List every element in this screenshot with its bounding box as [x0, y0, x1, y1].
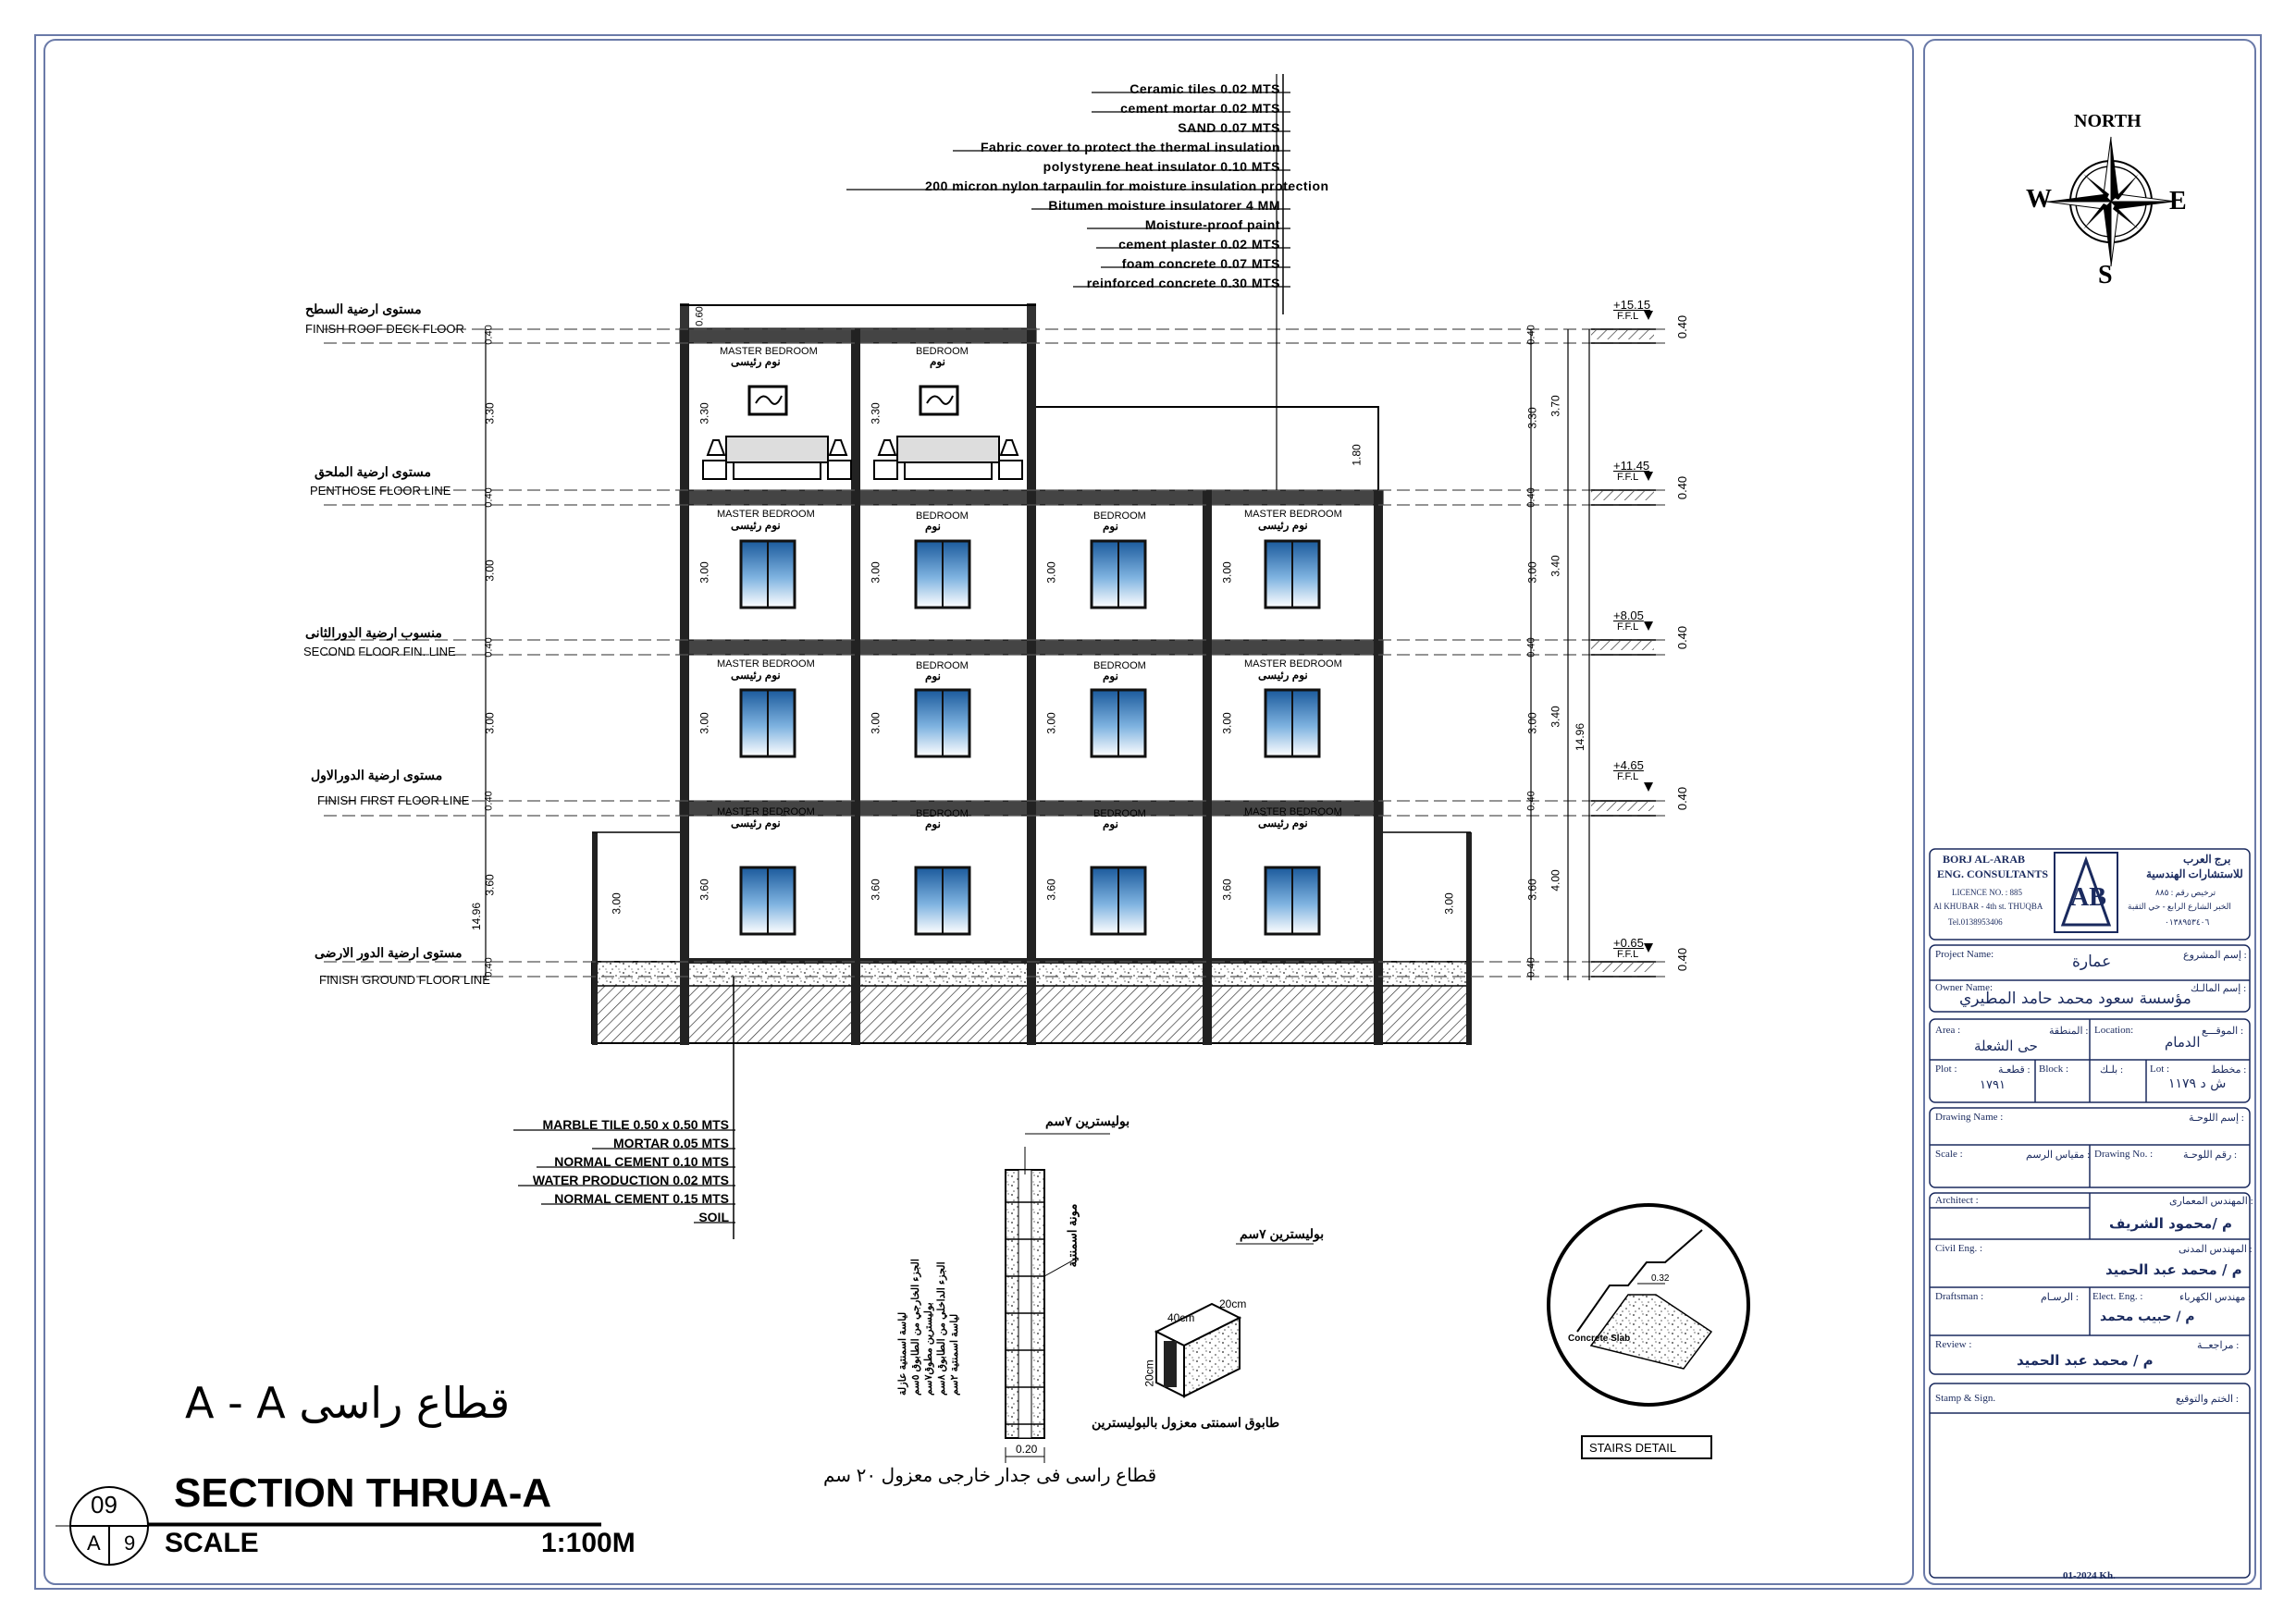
- room-label-en: MASTER BEDROOM: [717, 806, 815, 818]
- room-label-en: MASTER BEDROOM: [1244, 806, 1342, 818]
- dim-text: 3.30: [869, 402, 883, 424]
- level-en: FINISH GROUND FLOOR LINE: [319, 973, 490, 987]
- wall-detail-inner-label: مونة اسمنتية: [1065, 1203, 1080, 1268]
- sheet-ref-b: 9: [124, 1531, 136, 1555]
- dim-text: 0.60: [694, 306, 706, 326]
- dim-text: 3.70: [1549, 395, 1562, 417]
- dim-text: 0.40: [483, 637, 495, 658]
- scale-label-tb-ar: مقياس الرسم :: [2026, 1150, 2091, 1161]
- elect-label-ar: مهندس الكهرباء :: [2179, 1292, 2252, 1303]
- wall-layer: الجزء الداخلي من الطابوق ٨سم: [935, 1261, 947, 1396]
- compass-w: W: [2026, 185, 2052, 214]
- plot-label: Plot :: [1935, 1064, 1957, 1075]
- dim-text: 3.00: [697, 712, 711, 734]
- room-label-ar: نوم رئيسى: [1258, 669, 1308, 682]
- block-top-label: بوليسترين ٧سم: [1240, 1226, 1325, 1241]
- dim-text: 3.60: [483, 874, 497, 896]
- dim-text: 0.40: [1525, 487, 1537, 508]
- dim-text: 3.00: [483, 559, 497, 582]
- wall-layer: الجزء الخارجي من الطابوق ٥سم: [909, 1259, 921, 1396]
- block-dim: 40cm: [1167, 1311, 1195, 1324]
- room-label-ar: نوم: [1103, 818, 1118, 830]
- elect-value: م / حبيب محمد: [2100, 1309, 2195, 1324]
- dim-text: 0.40: [1525, 791, 1537, 811]
- dim-text: 3.00: [610, 892, 623, 915]
- roof-layer: Bitumen moisture insulatorer 4 MM: [1048, 198, 1280, 213]
- roof-layer: 200 micron nylon tarpaulin for moisture insulation protection: [925, 178, 1329, 193]
- roof-layer: cement plaster 0.02 MTS: [1118, 237, 1280, 252]
- slab-dim: 0.40: [1675, 786, 1690, 811]
- owner-value: مؤسسة سعود محمد حامد المطيري: [1959, 990, 2191, 1008]
- draftsman-label-ar: الرسـام :: [2041, 1292, 2079, 1303]
- location-label: Location:: [2094, 1025, 2134, 1036]
- dim-text: 0.40: [483, 325, 495, 345]
- section-title: SECTION THRUA-A: [174, 1470, 552, 1516]
- room-label-en: MASTER BEDROOM: [720, 346, 818, 357]
- room-label-ar: نوم رئيسى: [731, 355, 781, 368]
- roof-layer: cement mortar 0.02 MTS: [1120, 101, 1280, 116]
- room-label-en: MASTER BEDROOM: [717, 509, 815, 520]
- level-ar: مستوى ارضية الدور الارضى: [315, 945, 463, 960]
- room-label-ar: نوم رئيسى: [731, 817, 781, 830]
- room-label-en: MASTER BEDROOM: [1244, 658, 1342, 670]
- lot-label: Lot :: [2150, 1064, 2170, 1075]
- room-label-ar: نوم: [1103, 520, 1118, 533]
- dim-text: 3.00: [1044, 712, 1058, 734]
- draftsman-label: Draftsman :: [1935, 1291, 1984, 1302]
- roof-layer: polystyrene heat insulator 0.10 MTS: [1043, 159, 1280, 174]
- plot-label-ar: قطعـة :: [1998, 1064, 2031, 1076]
- stairs-dim: 0.32: [1651, 1273, 1670, 1284]
- dim-text: 3.00: [697, 561, 711, 584]
- ffl-label: F.F.L: [1617, 311, 1639, 322]
- room-label-ar: نوم: [925, 520, 941, 533]
- drawing-name-label: Drawing Name :: [1935, 1112, 2004, 1123]
- dim-text: 1.80: [1350, 444, 1364, 466]
- review-label-ar: مراجعــة :: [2197, 1340, 2240, 1351]
- level-value: +0.65: [1613, 936, 1644, 950]
- dim-text: 3.00: [1525, 712, 1539, 734]
- scale-label: SCALE: [165, 1528, 259, 1558]
- room-label-ar: نوم: [930, 355, 945, 368]
- company-address-ar: الخبر الشارع الرابع - حي الثقبة: [2128, 902, 2231, 911]
- level-ar: منسوب ارضية الدورالثانى: [305, 625, 442, 640]
- company-en-1: BORJ AL-ARAB: [1943, 853, 2026, 866]
- architect-value: م /محمود الشريف: [2109, 1215, 2233, 1232]
- roof-layer: Fabric cover to protect the thermal insulation: [980, 140, 1280, 154]
- slab-dim: 0.40: [1675, 947, 1690, 972]
- dim-text: 3.00: [869, 561, 883, 584]
- block-dim: 20cm: [1219, 1297, 1247, 1310]
- plot-value: ١٧٩١: [1980, 1078, 2006, 1092]
- ffl-label: F.F.L: [1617, 472, 1639, 483]
- level-value: +8.05: [1613, 609, 1644, 622]
- dim-text: 3.60: [697, 879, 711, 901]
- wall-detail-caption: قطاع راسى فى جدار خارجى معزول ٢٠ سم: [823, 1466, 1157, 1486]
- room-label-en: BEDROOM: [1093, 808, 1146, 819]
- level-arrows: [1644, 311, 1653, 953]
- project-name-label-ar: إسم المشروع :: [2183, 950, 2247, 961]
- slab-dim: 0.40: [1675, 625, 1690, 650]
- north-arrow: [2046, 137, 2176, 266]
- company-ar-2: للاستشارات الهندسية: [2146, 867, 2243, 880]
- floor-layers-list: [481, 1115, 729, 1226]
- level-value: +4.65: [1613, 758, 1644, 772]
- company-logo-text: AB: [2070, 883, 2106, 912]
- review-label: Review :: [1935, 1339, 1972, 1350]
- room-label-ar: نوم رئيسى: [731, 519, 781, 532]
- dim-text: 3.60: [1044, 879, 1058, 901]
- area-value: حى الشعلة: [1974, 1038, 2038, 1054]
- dim-text: 3.00: [1442, 892, 1456, 915]
- scale-value: 1:100M: [541, 1528, 636, 1558]
- level-ar: مستوى ارضية السطح: [305, 301, 422, 316]
- room-label-en: BEDROOM: [916, 346, 969, 357]
- room-label-ar: نوم رئيسى: [1258, 519, 1308, 532]
- dim-text: 3.40: [1549, 706, 1562, 728]
- company-tel-ar: ٠١٣٨٩٥٣٤٠٦: [2165, 917, 2210, 927]
- sheet-number: 09: [91, 1491, 117, 1518]
- dim-text: 0.40: [483, 791, 495, 811]
- dim-text: 0.40: [1525, 637, 1537, 658]
- wall-left: [680, 328, 689, 1045]
- dim-text: 3.00: [483, 712, 497, 734]
- level-en: SECOND FLOOR FIN. LINE: [303, 645, 456, 658]
- wall-col-2: [851, 328, 860, 1045]
- level-value: +15.15: [1613, 298, 1651, 312]
- stairs-detail: [1549, 1205, 1748, 1458]
- stamp-label: Stamp & Sign.: [1935, 1393, 1996, 1404]
- level-en: PENTHOSE FLOOR LINE: [310, 484, 451, 498]
- wall-col-3: [1027, 328, 1036, 1045]
- level-en: FINISH ROOF DECK FLOOR: [305, 322, 464, 336]
- room-label-en: BEDROOM: [916, 808, 969, 819]
- wall-detail-top-label: بوليسترين ٧سم: [1045, 1113, 1130, 1128]
- room-label-ar: نوم رئيسى: [731, 669, 781, 682]
- project-name-label: Project Name:: [1935, 949, 1994, 960]
- room-label-ar: نوم: [1103, 670, 1118, 682]
- architect-label-ar: المهندس المعمارى :: [2169, 1196, 2253, 1207]
- drawing-no-label: Drawing No. :: [2094, 1149, 2154, 1160]
- slab-dim: 0.40: [1675, 475, 1690, 500]
- room-label-en: MASTER BEDROOM: [1244, 509, 1342, 520]
- slab-dim: 0.40: [1675, 314, 1690, 339]
- company-licence: LICENCE NO. : 885: [1952, 888, 2022, 897]
- project-name-value: عمارة: [2072, 953, 2112, 971]
- lot-label-ar: مخطط :: [2211, 1064, 2247, 1076]
- area-label: Area :: [1935, 1025, 1961, 1036]
- dim-text: 3.60: [1525, 879, 1539, 901]
- parapet-right: [1027, 303, 1036, 331]
- elect-label: Elect. Eng. :: [2092, 1291, 2143, 1302]
- company-address: Al KHUBAR - 4th st. THUQBA: [1933, 902, 2043, 911]
- company-licence-ar: ترخيص رقم : ٨٨٥: [2155, 888, 2216, 897]
- civil-label-ar: المهندس المدنى :: [2179, 1244, 2253, 1255]
- wall-thickness-dim: 0.20: [1016, 1443, 1038, 1456]
- parapet-left: [680, 303, 689, 331]
- wall-detail: [1006, 1134, 1314, 1463]
- date-code: 01-2024 Kh.: [2063, 1570, 2116, 1581]
- area-label-ar: المنطقة :: [2049, 1026, 2089, 1037]
- level-ar: مستوى ارضية الملحق: [315, 464, 432, 479]
- dim-text-total: 14.96: [470, 902, 484, 931]
- owner-label-ar: إسم المالـك :: [2191, 983, 2247, 994]
- room-label-ar: نوم رئيسى: [1258, 817, 1308, 830]
- stairs-slab-label: Concrete Slab: [1568, 1334, 1631, 1344]
- room-label-en: BEDROOM: [916, 660, 969, 671]
- floor-layer: NORMAL CEMENT 0.15 MTS: [554, 1191, 729, 1206]
- compass-s: S: [2098, 261, 2113, 289]
- section-title-ar: قطاع راسى A - A: [185, 1378, 511, 1428]
- dim-text: 3.00: [1525, 561, 1539, 584]
- dim-text: 3.30: [1525, 407, 1539, 429]
- wall-detail-layers: [896, 1259, 961, 1396]
- roof-layer: Ceramic tiles 0.02 MTS: [1129, 81, 1280, 96]
- room-label-ar: نوم: [925, 670, 941, 682]
- company-tel: Tel.0138953406: [1948, 917, 2003, 927]
- dim-text: 3.60: [1220, 879, 1234, 901]
- room-label-en: BEDROOM: [916, 510, 969, 522]
- scale-label-tb: Scale :: [1935, 1149, 1963, 1160]
- dim-text: 3.00: [1220, 712, 1234, 734]
- dim-text: 0.40: [1525, 957, 1537, 977]
- dim-text: 3.60: [869, 879, 883, 901]
- wall-layer: لياسة اسمنتية ٢سم: [948, 1313, 960, 1396]
- civil-label: Civil Eng. :: [1935, 1243, 1983, 1254]
- ffl-label: F.F.L: [1617, 949, 1639, 960]
- ffl-label: F.F.L: [1617, 621, 1639, 633]
- ffl-label: F.F.L: [1617, 771, 1639, 782]
- block-label-ar: بلـك :: [2100, 1064, 2124, 1076]
- compass-e: E: [2169, 187, 2187, 215]
- floor-layer: SOIL: [698, 1210, 729, 1224]
- room-label-en: BEDROOM: [1093, 510, 1146, 522]
- dim-text: 0.40: [483, 487, 495, 508]
- drawing-no-label-ar: رقم اللوحـة :: [2183, 1150, 2238, 1161]
- owner-label: Owner Name:: [1935, 982, 1994, 993]
- floor-layer: WATER PRODUCTION 0.02 MTS: [532, 1173, 729, 1187]
- dim-text: 3.00: [1044, 561, 1058, 584]
- sheet-ref-a: A: [87, 1531, 101, 1555]
- stamp-label-ar: الختم والتوقيع :: [2176, 1394, 2239, 1405]
- level-ar: مستوى ارضية الدورالاول: [311, 768, 443, 782]
- level-value: +11.45: [1613, 459, 1650, 473]
- wall-layer: لياسة اسمنتية عازلة: [896, 1311, 908, 1396]
- side-wall-right: [1466, 832, 1472, 1045]
- location-value: الدمام: [2165, 1034, 2201, 1051]
- north-label: NORTH: [2074, 111, 2142, 131]
- location-label-ar: الموقـــع :: [2202, 1026, 2244, 1037]
- penthouse-furniture: [703, 387, 1022, 479]
- dim-text: 4.00: [1549, 869, 1562, 891]
- dim-text: 3.00: [1220, 561, 1234, 584]
- level-markers: [1591, 329, 1656, 977]
- block-label: Block :: [2039, 1064, 2069, 1075]
- review-value: م / محمد عبد الحميد: [2017, 1352, 2154, 1369]
- wall-layer: بوليسترين مطوق٧سم: [922, 1302, 934, 1396]
- stairs-caption: STAIRS DETAIL: [1589, 1441, 1677, 1455]
- drawing-name-label-ar: إسم اللوحـة :: [2189, 1113, 2244, 1124]
- block-caption: طابوق اسمنتى معزول بالبوليسترين: [1092, 1415, 1280, 1430]
- architect-label: Architect :: [1935, 1195, 1979, 1206]
- floor-layer: NORMAL CEMENT 0.10 MTS: [554, 1154, 729, 1169]
- room-label-en: MASTER BEDROOM: [717, 658, 815, 670]
- dim-text: 3.40: [1549, 555, 1562, 577]
- dim-text: 0.40: [483, 957, 495, 977]
- dim-text: 0.40: [1525, 325, 1537, 345]
- block-dim: 20cm: [1142, 1359, 1156, 1387]
- floor-layer: MORTAR 0.05 MTS: [613, 1136, 729, 1150]
- lot-value: ش د ١١٧٩: [2168, 1076, 2227, 1091]
- floor-layer: MARBLE TILE 0.50 x 0.50 MTS: [542, 1117, 729, 1132]
- roof-parapet: [1036, 407, 1378, 490]
- dim-text: 3.30: [483, 402, 497, 424]
- level-en: FINISH FIRST FLOOR LINE: [317, 793, 470, 807]
- roof-layer: Moisture-proof paint: [1144, 217, 1280, 232]
- room-label-en: BEDROOM: [1093, 660, 1146, 671]
- civil-value: م / محمد عبد الحميد: [2105, 1261, 2242, 1278]
- level-marker-hatches: [1591, 330, 1654, 972]
- dim-text: 3.30: [697, 402, 711, 424]
- roof-layers-list: [925, 80, 1329, 293]
- roof-layer: foam concrete 0.07 MTS: [1121, 256, 1280, 271]
- roof-layer: reinforced concrete 0.30 MTS: [1086, 276, 1280, 290]
- company-en-2: ENG. CONSULTANTS: [1937, 867, 2049, 880]
- roof-layer: SAND 0.07 MTS: [1178, 120, 1280, 135]
- room-label-ar: نوم: [925, 818, 941, 830]
- company-ar-1: برج العرب: [2183, 853, 2231, 866]
- side-wall-left: [592, 832, 598, 1045]
- dim-text-total: 14.96: [1574, 722, 1587, 752]
- dim-text: 3.00: [869, 712, 883, 734]
